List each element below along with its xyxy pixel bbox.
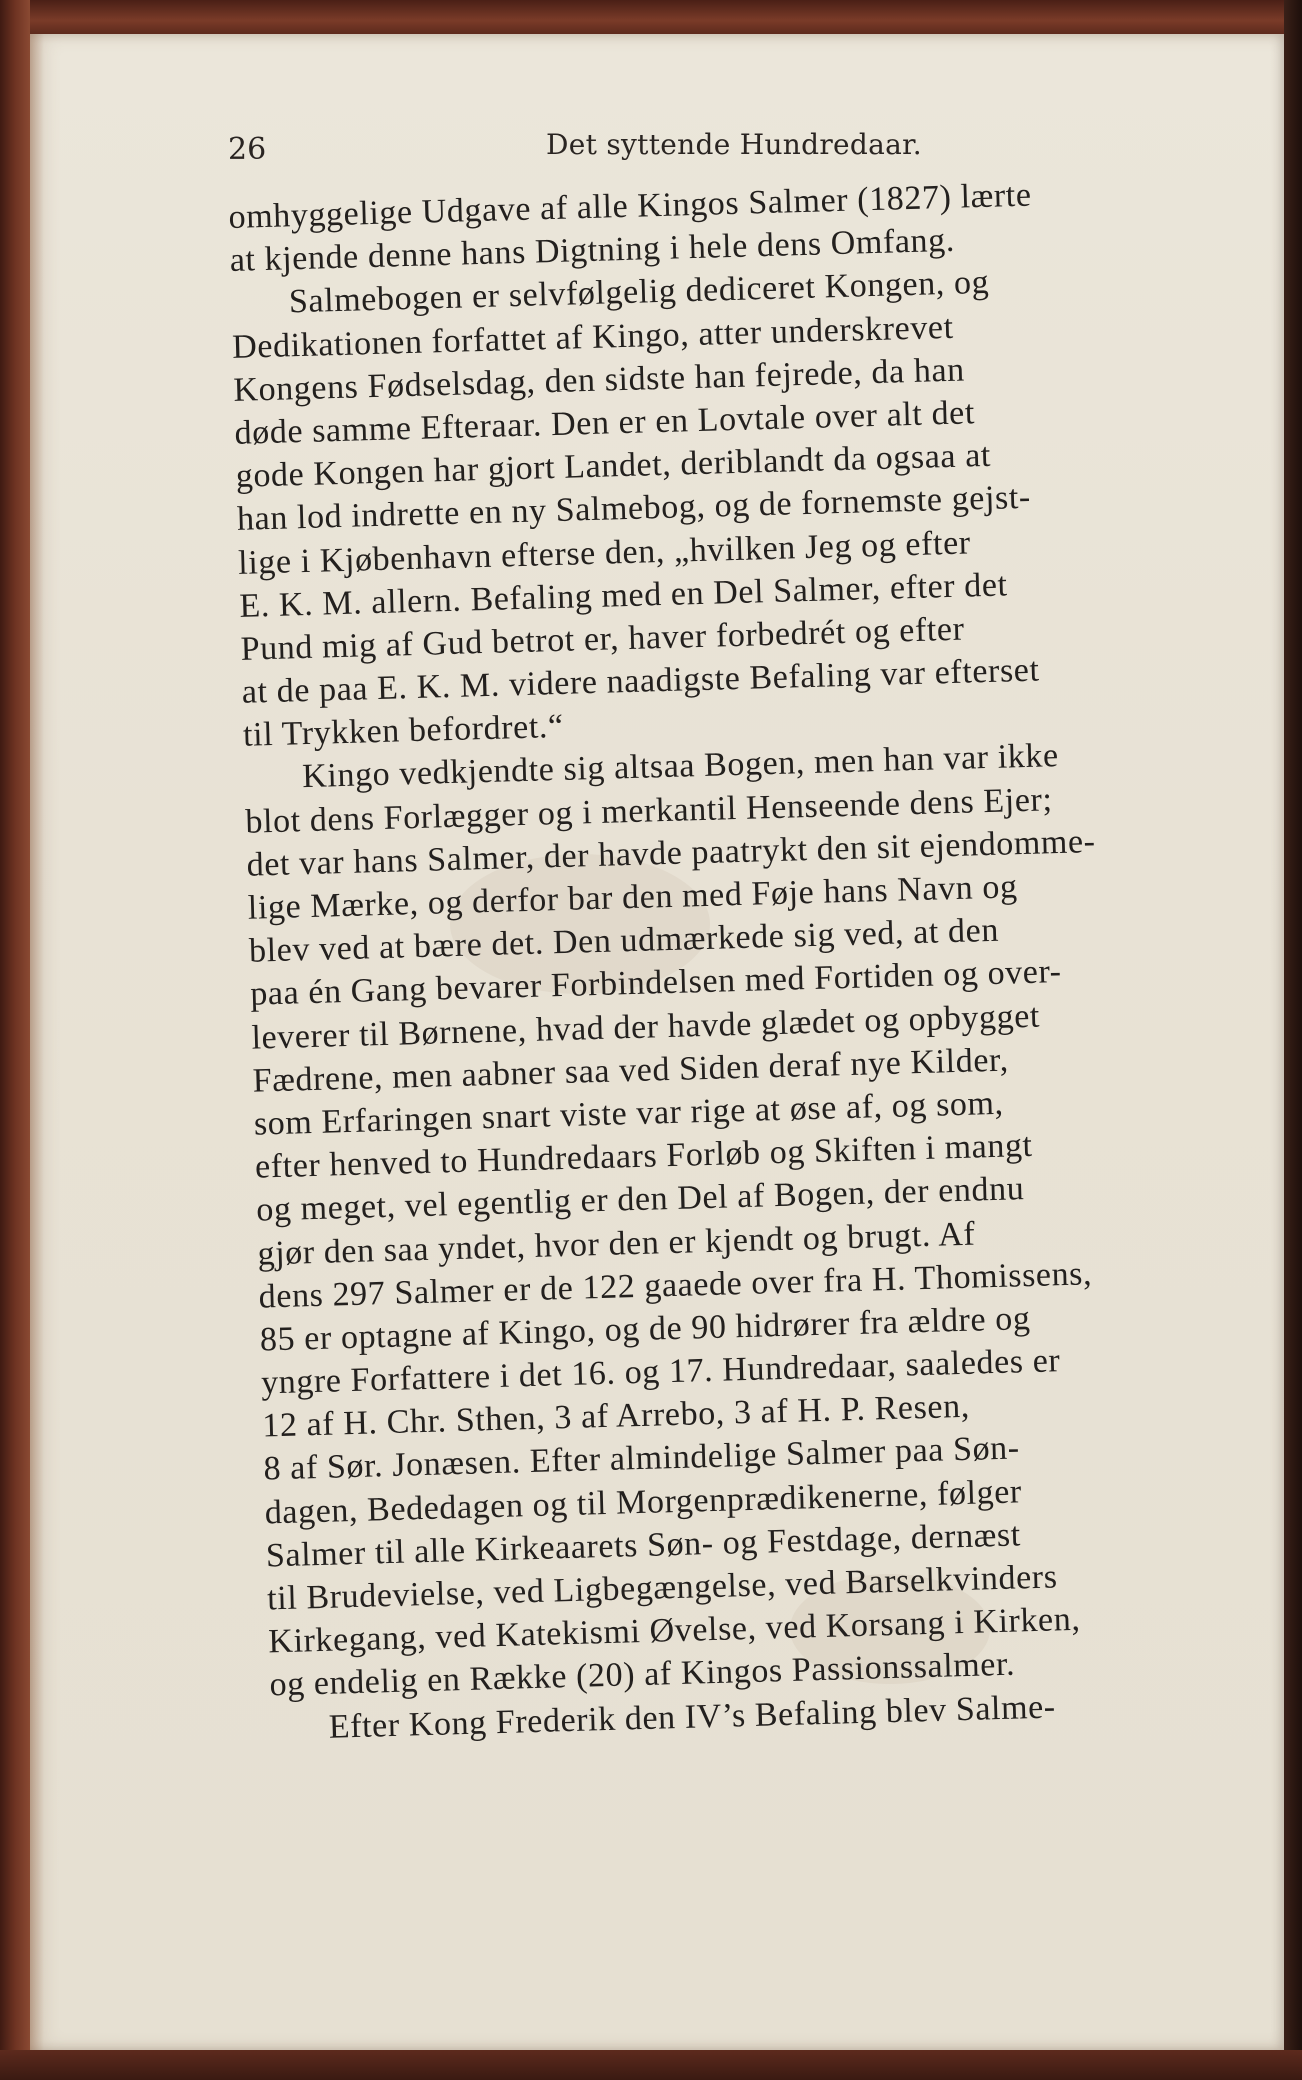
text-line: gjør den saa yndet, hvor den er kjendt og brugt. Af <box>257 1215 976 1273</box>
text-line: at de paa E. K. M. videre naadigste Befaling var efterset <box>241 651 1041 711</box>
text-line: det var hans Salmer, der havde paatrykt den sit ejendomme- <box>246 822 1097 884</box>
text-line: Salmebogen er selvfølgelig dediceret Kongen, og <box>288 264 990 321</box>
text-line: 85 er optagne af Kingo, og de 90 hidrører fra ældre og <box>259 1299 1031 1359</box>
book-cover-bottom-edge <box>0 2050 1302 2080</box>
running-head: Det syttende Hundredaar. <box>546 128 922 161</box>
text-line: Kingo vedkjendte sig altsaa Bogen, men han var ikke <box>301 737 1060 796</box>
text-line: E. K. M. allern. Befaling med en Del Salmer, efter det <box>238 566 1009 625</box>
text-line: Kongens Fødselsdag, den sidste han fejrede, da han <box>232 351 966 409</box>
text-line: blev ved at bære det. Den udmærkede sig ved, at den <box>248 911 1000 970</box>
body-text <box>228 168 1266 1750</box>
text-line: blot dens Forlægger og i merkantil Henseende dens Ejer; <box>244 780 1053 841</box>
text-line: døde samme Efteraar. Den er en Lovtale over alt det <box>234 394 976 452</box>
page-number: 26 <box>228 132 267 167</box>
text-line: dens 297 Salmer er de 122 gaaede over fra H. Thomissens, <box>258 1254 1093 1316</box>
text-line: yngre Forfattere i det 16. og 17. Hundredaar, saaledes er <box>260 1342 1061 1402</box>
book-cover-top-edge <box>0 0 1302 34</box>
text-line: han lod indrette en ny Salmebog, og de fornemste gejst- <box>236 479 1032 539</box>
text-line: som Erfaringen snart viste var rige at øse af, og som, <box>253 1084 1005 1143</box>
text-line: lige i Kjøbenhavn efterse den, „hvilken Jeg og efter <box>237 523 972 582</box>
text-line: Efter Kong Frederik den IV’s Befaling blev Salme- <box>328 1688 1057 1746</box>
text-line: efter henved to Hundredaars Forløb og Skiften i mangt <box>254 1127 1034 1186</box>
text-line: leverer til Børnene, hvad der havde glædet og opbygget <box>250 997 1041 1057</box>
text-line: gode Kongen har gjort Landet, deriblandt da ogsaa at <box>235 436 992 496</box>
text-line: dagen, Bededagen og til Morgenprædikenerne, følger <box>264 1472 1023 1532</box>
text-line: Pund mig af Gud betrot er, haver forbedrét og efter <box>240 610 966 668</box>
page-header <box>228 128 1128 178</box>
text-line: og meget, vel egentlig er den Del af Bogen, der endnu <box>255 1170 1025 1229</box>
text-line: og endelig en Række (20) af Kingos Passionssalmer. <box>269 1645 1016 1704</box>
book-cover-right-edge <box>1284 0 1302 2080</box>
text-line: 8 af Sør. Jonæsen. Efter almindelige Salmer paa Søn- <box>263 1429 1021 1488</box>
book-cover-left-edge <box>0 0 30 2080</box>
text-line: Fædrene, men aabner saa ved Siden deraf nye Kilder, <box>252 1041 1010 1100</box>
text-line: til Brudevielse, ved Ligbegængelse, ved Barselkvinders <box>266 1558 1059 1618</box>
text-line: til Trykken befordret.“ <box>242 708 565 755</box>
text-line: Kirkegang, ved Katekismi Øvelse, ved Korsang i Kirken, <box>267 1600 1081 1661</box>
text-line: lige Mærke, og derfor bar den med Føje hans Navn og <box>247 868 1019 927</box>
text-line: omhyggelige Udgave af alle Kingos Salmer (1827) lærte <box>228 176 1033 236</box>
text-line: paa én Gang bevarer Forbindelsen med Fortiden og over- <box>249 953 1063 1014</box>
text-line: Dedikationen forfattet af Kingo, atter underskrevet <box>231 308 955 366</box>
text-line: Salmer til alle Kirkeaarets Søn- og Festdage, dernæst <box>265 1516 1022 1575</box>
text-line: at kjende denne hans Digtning i hele dens Omfang. <box>229 221 956 280</box>
text-line: 12 af H. Chr. Sthen, 3 af Arrebo, 3 af H. P. Resen, <box>261 1388 971 1445</box>
